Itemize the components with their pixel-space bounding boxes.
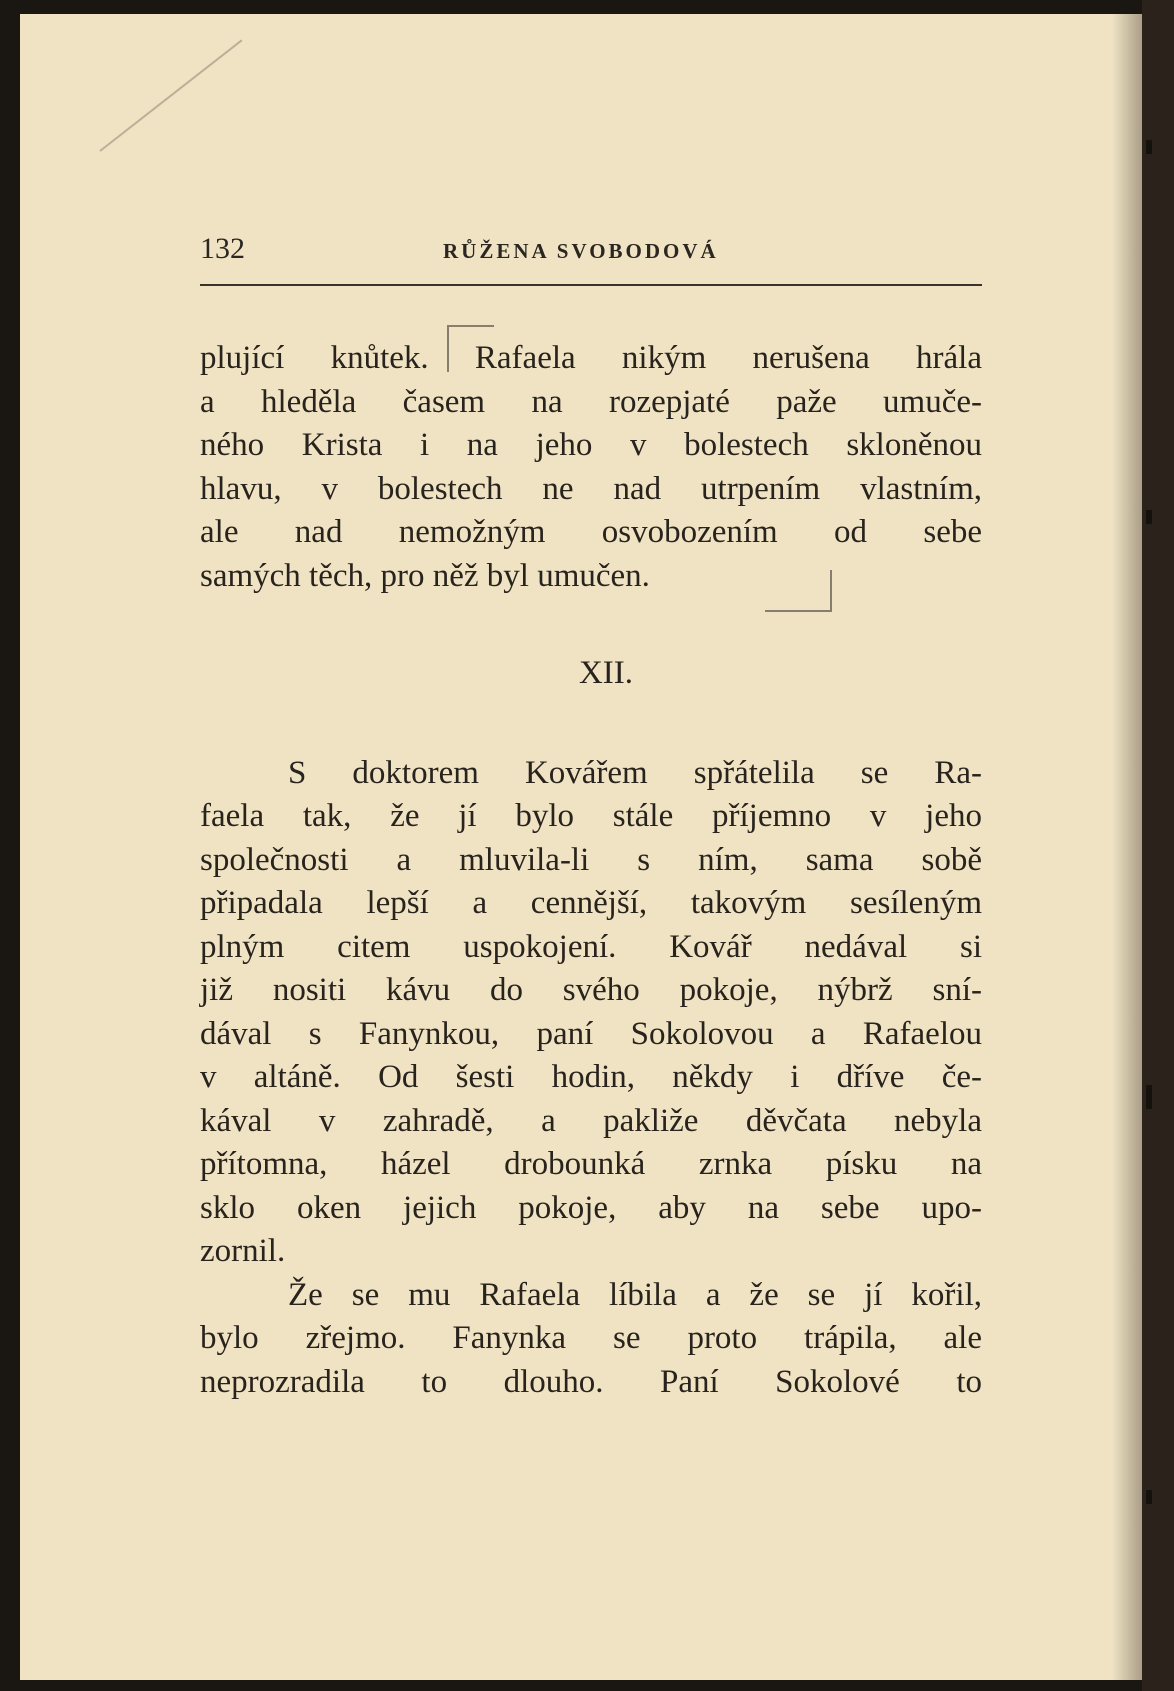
- page-number: 132: [200, 232, 245, 265]
- text-line: hlavu, v bolestech ne nad utrpením vlastním,: [200, 470, 982, 507]
- text-line: ale nad nemožným osvobozením od sebe: [200, 514, 982, 550]
- text-line: plným citem uspokojení. Kovář nedával si: [200, 928, 982, 965]
- text-line: plující knůtek. Rafaela nikým nerušena hrála: [200, 340, 982, 376]
- text-line: bylo zřejmo. Fanynka se proto trápila, ale: [200, 1320, 982, 1356]
- text-line: Že se mu Rafaela líbila a že se jí kořil,: [288, 1276, 982, 1313]
- paragraph: [200, 752, 982, 1274]
- paragraph: [200, 337, 982, 598]
- text-line: společnosti a mluvila-li s ním, sama sobě: [200, 841, 982, 878]
- edge-mark: [1146, 1085, 1152, 1109]
- text-line: S doktorem Kovářem spřátelila se Ra-: [288, 754, 982, 791]
- text-line: již nositi kávu do svého pokoje, nýbrž sní-: [200, 972, 982, 1008]
- text-line: kával v zahradě, a pakliže děvčata nebyla: [200, 1102, 982, 1139]
- gutter-shadow: [1112, 14, 1142, 1680]
- text-line: přítomna, házel drobounká zrnka písku na: [200, 1146, 982, 1182]
- chapter-heading: XII.: [578, 655, 634, 691]
- book-spine: [1142, 0, 1174, 1691]
- running-head: [200, 232, 980, 272]
- text-line: a hleděla časem na rozepjaté paže umuče-: [200, 383, 982, 420]
- page-body: [200, 337, 982, 1404]
- text-line: faela tak, že jí bylo stále příjemno v jeho: [200, 798, 982, 834]
- running-title: RŮŽENA SVOBODOVÁ: [443, 239, 719, 263]
- edge-mark: [1146, 510, 1152, 524]
- edge-mark: [1146, 1490, 1152, 1504]
- text-line: ného Krista i na jeho v bolestech skloněnou: [200, 427, 982, 463]
- text-line: sklo oken jejich pokoje, aby na sebe upo-: [200, 1189, 982, 1226]
- paragraph: [200, 1274, 982, 1405]
- edge-mark: [1146, 140, 1152, 154]
- text-line: připadala lepší a cennější, takovým sesíleným: [200, 885, 982, 921]
- header-rule: [200, 284, 982, 286]
- text-line: neprozradila to dlouho. Paní Sokolové to: [200, 1363, 982, 1400]
- text-line: zornil.: [200, 1233, 286, 1269]
- text-line: dával s Fanynkou, paní Sokolovou a Rafaelou: [200, 1015, 982, 1052]
- text-line: samých těch, pro něž byl umučen.: [200, 557, 650, 594]
- text-line: v altáně. Od šesti hodin, někdy i dříve če-: [200, 1059, 982, 1095]
